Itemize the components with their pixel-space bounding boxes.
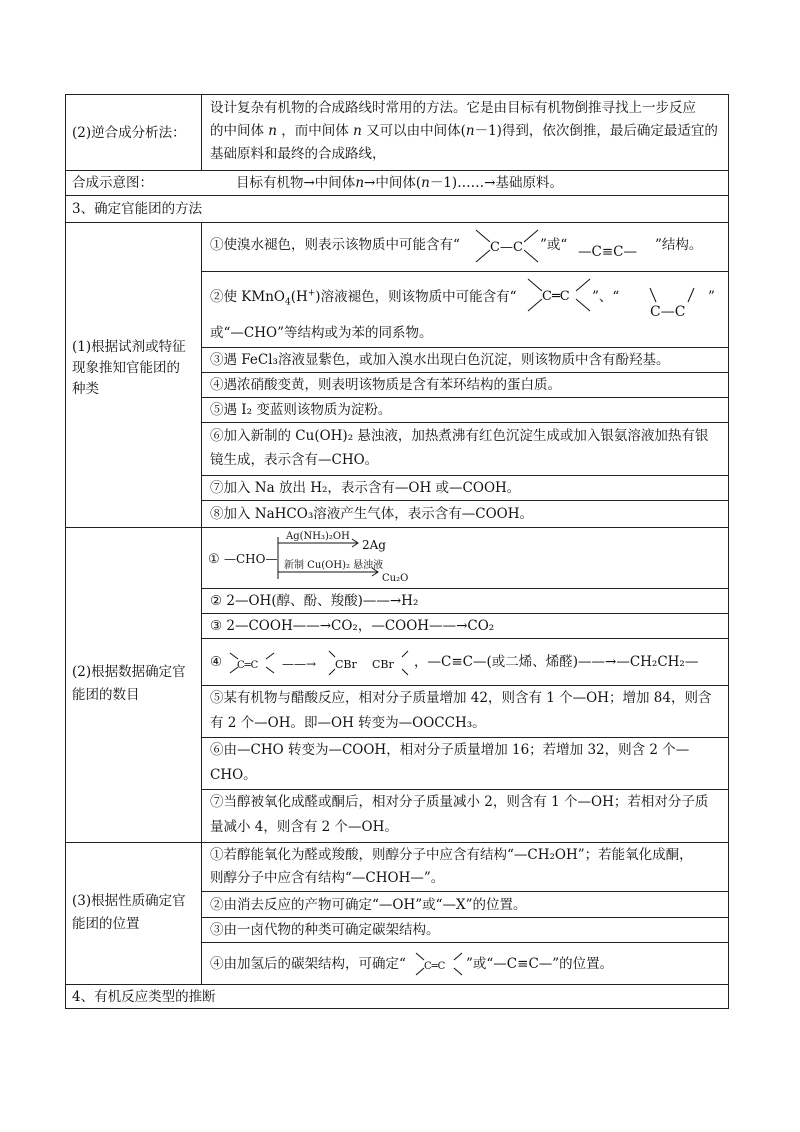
row-divider: [65, 195, 729, 196]
structure-label: C═C: [424, 961, 446, 972]
text-span: －1)得到，依次倒推，最后确定最适宜的: [474, 123, 718, 139]
g1-r5-text: ⑤遇 I₂ 变蓝则该物质为淀粉。: [210, 402, 392, 418]
italic-n: n: [353, 123, 362, 139]
g2-r3-text: ③ 2—COOH——→CO₂，—COOH——→CO₂: [210, 618, 495, 634]
text-span: 目标有机物→中间体: [236, 175, 356, 191]
section-heading: 4、有机反应类型的推断: [72, 989, 216, 1005]
g3-r2-text: ②由消去反应的产物可确定“—OH”或“—X”的位置。: [210, 897, 527, 913]
g2-r5-line2: 有 2 个—OH。即—OH 转变为—OOCCH₃。: [210, 715, 486, 731]
cell-divider: [201, 372, 729, 373]
g3-r3-text: ③由一卤代物的种类可确定碳架结构。: [210, 922, 440, 938]
g2-r5-line1: ⑤某有机物与醋酸反应，相对分子质量增加 42，则含有 1 个—OH；增加 84，则含: [210, 690, 712, 706]
text-span: －1)……→基础原料。: [429, 175, 563, 191]
g1-r7-text: ⑦加入 Na 放出 H₂，表示含有—OH 或—COOH。: [210, 480, 521, 496]
schematic-label: 合成示意图：: [72, 175, 153, 191]
g2-r7-line1: ⑦当醇被氧化成醛或酮后，相对分子质量减小 2，则含有 1 个—OH；若相对分子质: [210, 794, 709, 810]
cell-divider: [201, 588, 729, 589]
group1-label-line2: 现象推知官能团的: [72, 360, 180, 376]
g1-r2-text-d: ”、“: [592, 289, 620, 305]
table-border-top: [65, 94, 729, 95]
g2-r6-line2: CHO。: [210, 767, 257, 783]
g1-r6-line1: ⑥加入新制的 Cu(OH)₂ 悬浊液，加热煮沸有红色沉淀生成或加入银氨溶液加热有银: [210, 428, 709, 444]
row-divider: [65, 222, 729, 223]
group3-label-line1: (3)根据性质确定官: [72, 893, 186, 909]
cell-divider: [201, 942, 729, 943]
carbon-double-bond-icon: [412, 947, 472, 981]
g1-r2-text-e: ”: [708, 289, 715, 305]
text-span: (H: [290, 289, 308, 305]
row-divider: [65, 984, 729, 985]
row-divider: [65, 170, 729, 171]
reaction-arrow: ——→: [282, 657, 317, 671]
cell-divider: [201, 685, 729, 686]
retro-synthesis-desc-line3: 基础原料和最终的合成路线，: [210, 146, 386, 162]
retro-synthesis-desc-line2: [210, 120, 718, 142]
cell-divider: [201, 422, 729, 423]
group1-label-line1: (1)根据试剂或特征: [72, 339, 186, 355]
cell-divider: [201, 917, 729, 918]
column-divider: [201, 222, 202, 984]
group2-label-line1: (2)根据数据确定官: [72, 664, 186, 680]
text-span: )溶液褪色，则该物质中可能含有“: [315, 289, 517, 305]
g2-r4-tail: ，—C≡C—(或二烯、烯醛)——→—CH₂CH₂—: [414, 654, 699, 670]
cell-divider: [201, 891, 729, 892]
retro-synthesis-desc-line1: 设计复杂有机物的合成路线时常用的方法。它是由目标有机物倒推寻找上一步反应: [210, 100, 696, 116]
cell-divider: [201, 613, 729, 614]
text-span: ，而中间体: [281, 123, 349, 139]
g2-r6-line1: ⑥由—CHO 转变为—COOH，相对分子质量增加 16；若增加 32，则含 2 个—: [210, 742, 690, 758]
alkene-structure-icon: [472, 226, 542, 266]
italic-n: n: [355, 175, 365, 191]
silver-ammonia-reagent: Ag(NH₃)₂OH: [286, 531, 350, 542]
g1-r1-text-a: ①使溴水褪色，则表示该物质中可能含有“: [210, 237, 460, 253]
cell-divider: [201, 789, 729, 790]
cell-divider: [201, 347, 729, 348]
text-span: ②使 KMnO: [210, 289, 285, 305]
cell-divider: [201, 475, 729, 476]
single-bond-structure-icon: [632, 282, 712, 322]
column-divider: [201, 94, 202, 171]
section-heading: 3、确定官能团的方法: [72, 201, 203, 217]
table-border-bottom: [65, 1008, 729, 1009]
bromo-carbon-label: CBr: [372, 658, 394, 671]
structure-label: C—C: [490, 240, 523, 255]
g2-r2-text: ② 2—OH(醇、酚、羧酸)——→H₂: [210, 593, 419, 609]
group2-label-line2: 能团的数目: [72, 687, 140, 703]
g1-r2-text: [210, 286, 516, 308]
g1-r8-text: ⑧加入 NaHCO₃溶液产生气体，表示含有—COOH。: [210, 506, 533, 522]
group1-label-line3: 种类: [72, 381, 99, 397]
text-span: 的中间体: [210, 123, 264, 139]
bromo-carbon-label: CBr: [335, 658, 357, 671]
g1-r4-text: ④遇浓硝酸变黄，则表明该物质是含有苯环结构的蛋白质。: [210, 377, 561, 393]
g3-r4-text-b: ”或“—C≡C—”的位置。: [466, 956, 614, 972]
double-bond-structure-icon: [524, 275, 594, 315]
cuprous-oxide-product: Cu₂O: [382, 573, 409, 584]
aldehyde-group: —CHO—: [224, 552, 278, 566]
schematic-text: [236, 172, 563, 194]
g3-r4-text-a: ④由加氢后的碳架结构，可确定“: [210, 956, 406, 972]
italic-n: n: [465, 123, 475, 139]
structure-label: C—C: [650, 304, 686, 320]
structure-label: C═C: [542, 289, 570, 304]
cell-divider: [201, 638, 729, 639]
cell-divider: [201, 397, 729, 398]
row-divider: [65, 527, 729, 528]
table-border-right: [728, 94, 729, 1009]
g1-r3-text: ③遇 FeCl₃溶液显紫色，或加入溴水出现白色沉淀，则该物质中含有酚羟基。: [210, 352, 670, 368]
group3-label-line2: 能团的位置: [72, 916, 140, 932]
g1-r1-text-c: ”结构。: [655, 237, 703, 253]
aldehyde-reaction-diagram: [206, 529, 456, 587]
g1-r1-text-b: ”或“: [540, 237, 568, 253]
italic-n: n: [421, 175, 430, 191]
copper-hydroxide-reagent: 新制 Cu(OH)₂ 悬浊液: [284, 560, 384, 571]
retro-synthesis-label: (2)逆合成分析法：: [72, 125, 186, 141]
subscript: 4: [284, 297, 291, 308]
text-span: 又可以由中间体(: [366, 123, 466, 139]
reaction-number: ①: [208, 552, 220, 567]
g1-r6-line2: 镜生成，表示含有—CHO。: [210, 452, 379, 468]
cell-divider: [201, 271, 729, 272]
superscript: +: [307, 288, 316, 299]
silver-product: 2Ag: [362, 538, 386, 552]
g1-r2-text-f: 或“—CHO”等结构或为苯的同系物。: [210, 325, 433, 341]
cell-divider: [201, 737, 729, 738]
table-border-left: [65, 94, 66, 1009]
alkene-label: C═C: [237, 660, 259, 671]
alkyne-structure: —C≡C—: [578, 244, 637, 260]
alkene-bromination-diagram: [226, 645, 426, 681]
g2-r7-line2: 量减小 4，则含有 2 个—OH。: [210, 819, 398, 835]
text-span: →中间体(: [364, 175, 422, 191]
cell-divider: [201, 500, 729, 501]
italic-n: n: [268, 123, 277, 139]
row-divider: [65, 842, 729, 843]
g3-r1-line1: ①若醇能氧化为醛或羧酸，则醇分子中应含有结构“—CH₂OH”；若能氧化成酮，: [210, 847, 693, 863]
g3-r1-line2: 则醇分子中应含有结构“—CHOH—”。: [210, 870, 445, 886]
g2-r4-num: ④: [210, 654, 223, 670]
